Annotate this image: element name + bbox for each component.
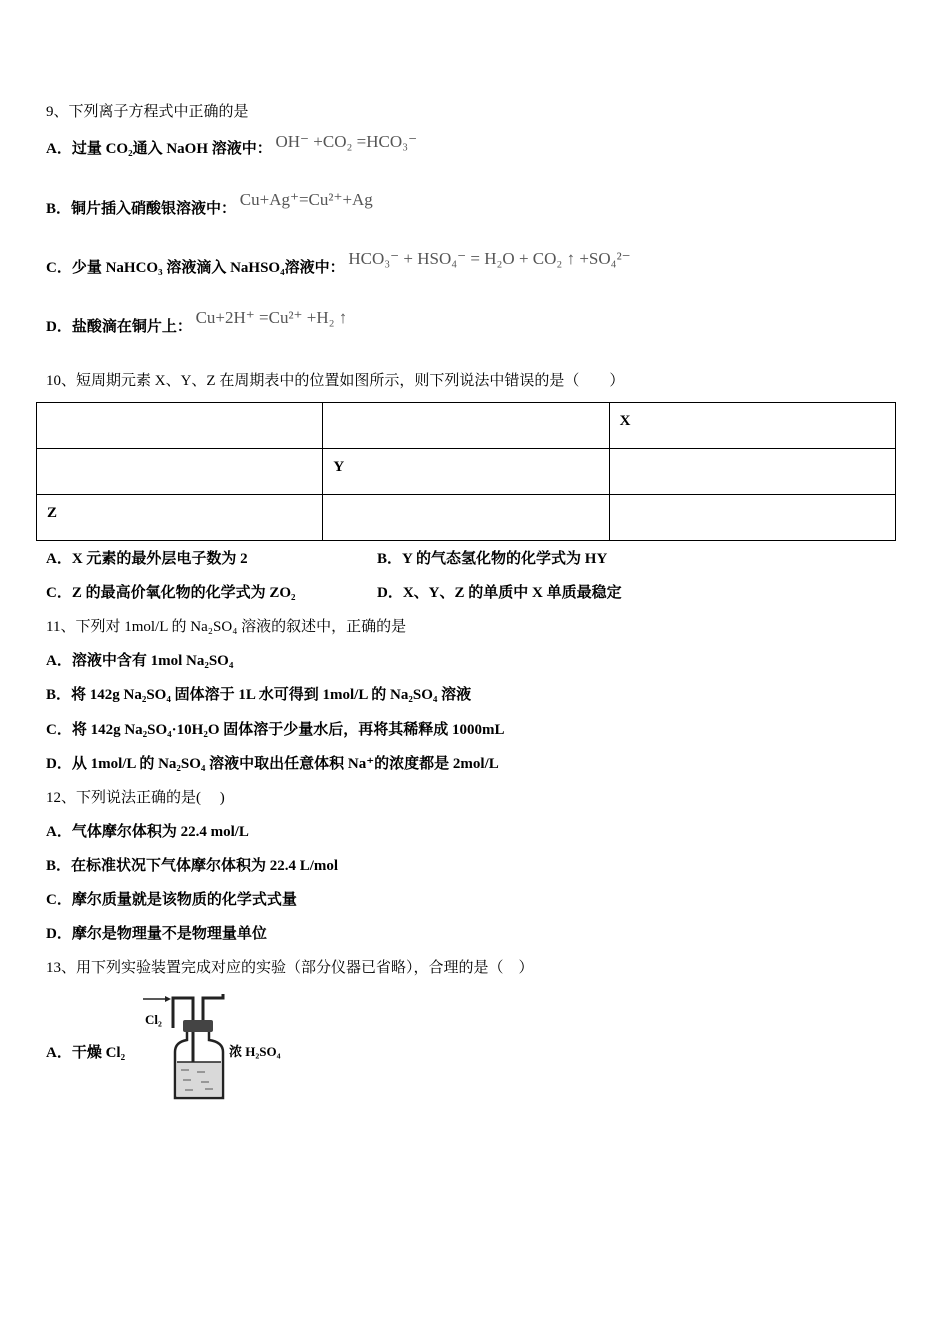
gas-washing-bottle-figure (135, 990, 305, 1105)
table-row (37, 449, 896, 495)
q9-option-c-label: C．少量 NaHCO₃ 溶液滴入 NaHSO₄溶液中： (46, 260, 345, 276)
q9-option-b-equation: Cu+Ag⁺=Cu²⁺+Ag (239, 190, 373, 209)
q9-option-a-equation: OH⁻ +CO₂ =HCO₃⁻ (275, 132, 418, 151)
q13-option-a: A．干燥 Cl₂ (46, 1045, 126, 1061)
q11-stem: 11、下列对 1mol/L 的 Na₂SO₄ 溶液的叙述中，正确的是 (46, 619, 407, 635)
q11-option-c: C．将 142g Na₂SO₄·10H₂O 固体溶于少量水后，再将其稀释成 1000mL (46, 722, 505, 738)
table-row (37, 403, 896, 449)
q10-option-a: A．X 元素的最外层电子数为 2 (46, 551, 248, 567)
table-cell: Z (37, 495, 323, 541)
q12-option-c: C．摩尔质量就是该物质的化学式式量 (46, 892, 297, 908)
table-cell (609, 449, 895, 495)
q12-option-d: D．摩尔是物理量不是物理量单位 (46, 926, 267, 942)
q9-option-b (46, 190, 373, 219)
gas-label: Cl₂ (145, 1012, 162, 1027)
q13-stem: 13、用下列实验装置完成对应的实验（部分仪器已省略），合理的是（ ） (46, 960, 534, 976)
q9-option-a (46, 132, 418, 159)
q10-option-b: B．Y 的气态氢化物的化学式为 HY (377, 551, 608, 567)
periodic-table-fragment (36, 402, 896, 541)
table-cell (323, 495, 609, 541)
reagent-label: 浓 H₂SO₄ (229, 1044, 281, 1059)
q11-option-b: B．将 142g Na₂SO₄ 固体溶于 1L 水可得到 1mol/L 的 Na₂SO₄ 溶液 (46, 687, 472, 703)
q9-stem: 9、下列离子方程式中正确的是 (46, 104, 249, 120)
q10-option-c: C．Z 的最高价氧化物的化学式为 ZO₂ (46, 585, 296, 601)
q9-option-d-equation: Cu+2H⁺ =Cu²⁺ +H₂ ↑ (195, 308, 348, 327)
q9-option-c-equation: HCO₃⁻ + HSO₄⁻ = H₂O + CO₂ ↑ +SO₄²⁻ (348, 249, 631, 268)
q11-option-a: A．溶液中含有 1mol Na₂SO₄ (46, 653, 234, 669)
q9-option-c (46, 249, 631, 278)
q12-option-b: B．在标准状况下气体摩尔体积为 22.4 L/mol (46, 858, 339, 874)
table-row (37, 495, 896, 541)
q11-option-d: D．从 1mol/L 的 Na₂SO₄ 溶液中取出任意体积 Na⁺的浓度都是 2mol/L (46, 756, 499, 772)
table-cell (609, 495, 895, 541)
q9-option-a-label: A．过量 CO₂通入 NaOH 溶液中： (46, 141, 272, 157)
q9-option-b-label: B．铜片插入硝酸银溶液中： (46, 201, 237, 217)
q12-stem: 12、下列说法正确的是( ) (46, 790, 225, 806)
q10-option-d: D．X、Y、Z 的单质中 X 单质最稳定 (377, 585, 622, 601)
q9-option-d (46, 308, 348, 337)
table-cell: X (609, 403, 895, 449)
table-cell (323, 403, 609, 449)
q9-option-d-label: D．盐酸滴在铜片上： (46, 319, 192, 335)
table-cell (37, 403, 323, 449)
table-cell: Y (323, 449, 609, 495)
table-cell (37, 449, 323, 495)
q12-option-a: A．气体摩尔体积为 22.4 mol/L (46, 824, 249, 840)
q10-stem: 10、短周期元素 X、Y、Z 在周期表中的位置如图所示，则下列说法中错误的是（ ） (46, 373, 625, 389)
